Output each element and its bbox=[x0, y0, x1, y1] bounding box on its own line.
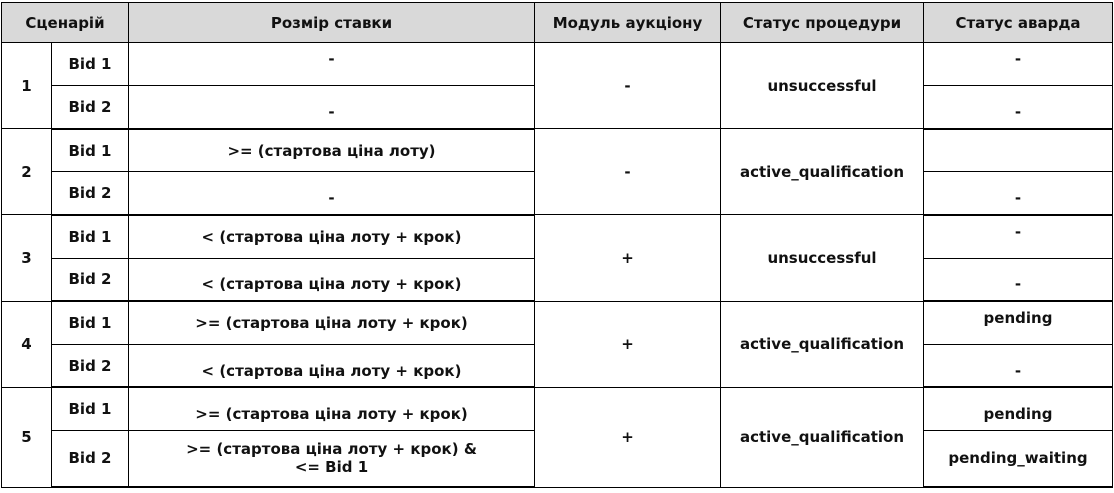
header-scenario: Сценарій bbox=[2, 3, 129, 43]
bid-label: Bid 1 bbox=[52, 301, 129, 344]
bid-label: Bid 2 bbox=[52, 344, 129, 387]
bid-label: Bid 1 bbox=[52, 129, 129, 172]
award-status-cell: pending bbox=[924, 301, 1113, 344]
table-row bbox=[2, 215, 1113, 258]
bid-size-cell: - bbox=[129, 43, 535, 86]
bid-label: Bid 1 bbox=[52, 215, 129, 258]
procedure-status-cell: active_qualification bbox=[721, 129, 924, 215]
bid-label: Bid 1 bbox=[52, 43, 129, 86]
auction-module-cell: + bbox=[535, 215, 721, 301]
procedure-status-cell: active_qualification bbox=[721, 301, 924, 387]
award-status-cell: pending bbox=[924, 387, 1113, 430]
table-row bbox=[2, 129, 1113, 172]
header-bid-size: Розмір ставки bbox=[129, 3, 535, 43]
award-status-cell: pending_waiting bbox=[924, 430, 1113, 487]
bid-label: Bid 1 bbox=[52, 387, 129, 430]
scenario-number: 3 bbox=[2, 215, 52, 301]
award-status-cell: - bbox=[924, 43, 1113, 86]
bid-size-cell bbox=[129, 430, 535, 487]
bid-size-cell: < (стартова ціна лоту + крок) bbox=[129, 344, 535, 387]
bid-size-cell: - bbox=[129, 172, 535, 215]
award-status-cell: - bbox=[924, 258, 1113, 301]
table-row bbox=[2, 301, 1113, 344]
header-procedure-status: Статус процедури bbox=[721, 3, 924, 43]
auction-module-cell: + bbox=[535, 301, 721, 387]
auction-module-cell: - bbox=[535, 43, 721, 129]
procedure-status-cell: active_qualification bbox=[721, 387, 924, 487]
scenario-table bbox=[1, 2, 1113, 488]
auction-module-cell: - bbox=[535, 129, 721, 215]
bid-label: Bid 2 bbox=[52, 172, 129, 215]
table-row bbox=[2, 387, 1113, 430]
bid-size-cell: < (стартова ціна лоту + крок) bbox=[129, 258, 535, 301]
procedure-status-cell: unsuccessful bbox=[721, 43, 924, 129]
header-auction-module: Модуль аукціону bbox=[535, 3, 721, 43]
bid-label: Bid 2 bbox=[52, 86, 129, 129]
bid-size-cell: < (стартова ціна лоту + крок) bbox=[129, 215, 535, 258]
bid-size-cell: >= (стартова ціна лоту) bbox=[129, 129, 535, 172]
header-award-status: Статус аварда bbox=[924, 3, 1113, 43]
bid-label: Bid 2 bbox=[52, 430, 129, 487]
header-row bbox=[2, 3, 1113, 43]
procedure-status-cell: unsuccessful bbox=[721, 215, 924, 301]
bid-size-cell: >= (стартова ціна лоту + крок) bbox=[129, 387, 535, 430]
award-status-cell bbox=[924, 129, 1113, 172]
auction-module-cell: + bbox=[535, 387, 721, 487]
bid-size-cell: >= (стартова ціна лоту + крок) bbox=[129, 301, 535, 344]
bid-size-cell: - bbox=[129, 86, 535, 129]
scenario-number: 4 bbox=[2, 301, 52, 387]
bid-label: Bid 2 bbox=[52, 258, 129, 301]
award-status-cell: - bbox=[924, 344, 1113, 387]
award-status-cell: - bbox=[924, 172, 1113, 215]
award-status-cell: - bbox=[924, 215, 1113, 258]
award-status-cell: - bbox=[924, 86, 1113, 129]
scenario-number: 2 bbox=[2, 129, 52, 215]
scenario-number: 1 bbox=[2, 43, 52, 129]
table-row bbox=[2, 43, 1113, 86]
bid-size-line: >= (стартова ціна лоту + крок) & bbox=[186, 440, 477, 459]
bid-size-line: <= Bid 1 bbox=[294, 458, 369, 477]
scenario-number: 5 bbox=[2, 387, 52, 487]
